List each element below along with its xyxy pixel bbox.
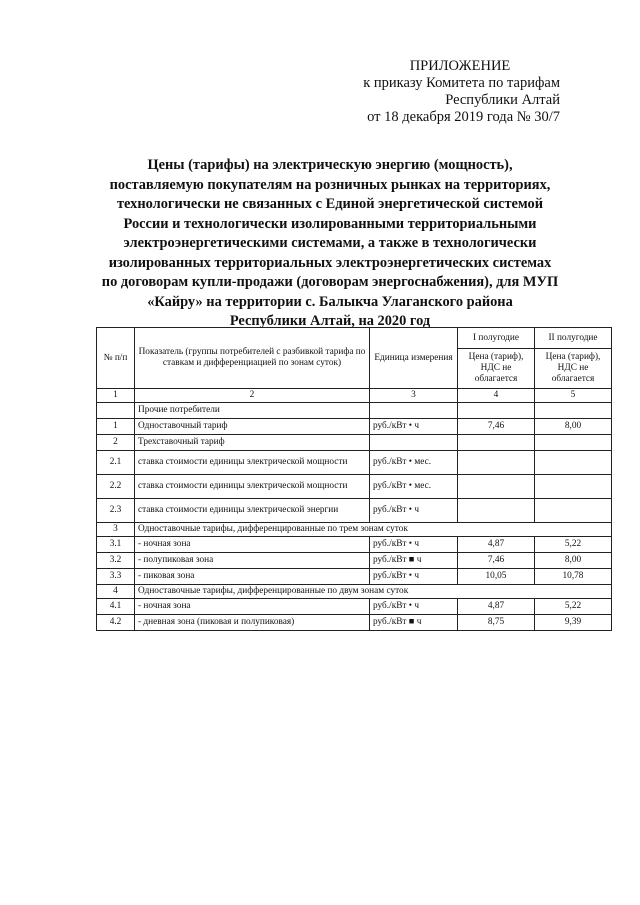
header-unit: Единица измерения: [370, 328, 458, 389]
title-line: изолированных территориальных электроэнергетических системах: [108, 254, 552, 271]
row-indicator-cell: Трехставочный тариф: [135, 435, 370, 451]
title-line: электроэнергетическими системами, а также в технологически: [123, 235, 537, 251]
row-price-h2-cell: 8,00: [535, 553, 612, 569]
appendix-line: к приказу Комитета по тарифам: [363, 75, 560, 91]
row-price-h1-cell: 7,46: [458, 419, 535, 435]
row-number-cell: 4: [97, 585, 135, 599]
row-unit-cell: руб./кВт ■ ч: [370, 615, 458, 631]
row-price-h1-cell: [458, 451, 535, 475]
title-line: Республики Алтай, на 2020 год: [229, 313, 431, 329]
table-row: [97, 553, 612, 569]
row-price-h2-cell: [535, 435, 612, 451]
header-indicator: Показатель (группы потребителей с разбивкой тарифа по ставкам и дифференциацией по зонам суток): [135, 328, 370, 389]
row-price-h1-cell: [458, 403, 535, 419]
appendix-heading: ПРИЛОЖЕНИЕ: [409, 58, 511, 74]
row-indicator-cell: ставка стоимости единицы электрической энергии: [135, 499, 370, 523]
row-indicator-cell: - ночная зона: [135, 599, 370, 615]
row-number-cell: 3.3: [97, 569, 135, 585]
tariff-table: [96, 327, 612, 631]
row-number-cell: 2: [97, 435, 135, 451]
row-indicator-cell: - ночная зона: [135, 537, 370, 553]
row-price-h2-cell: 5,22: [535, 599, 612, 615]
row-price-h2-cell: [535, 451, 612, 475]
row-number-cell: 4.2: [97, 615, 135, 631]
row-unit-cell: руб./кВт • ч: [370, 569, 458, 585]
row-price-h2-cell: [535, 403, 612, 419]
header-half1: I полугодие: [458, 328, 535, 349]
appendix-line: Республики Алтай: [445, 92, 560, 108]
appendix-line: от 18 декабря 2019 года № 30/7: [367, 109, 560, 125]
table-row: [97, 599, 612, 615]
row-indicator-cell: Одноставочный тариф: [135, 419, 370, 435]
row-number-cell: 3: [97, 523, 135, 537]
colnum-cell: 2: [135, 389, 370, 403]
row-price-h1-cell: 4,87: [458, 599, 535, 615]
row-number-cell: 1: [97, 419, 135, 435]
row-indicator-cell: - полупиковая зона: [135, 553, 370, 569]
row-number-cell: 2.1: [97, 451, 135, 475]
row-price-h1-cell: 10,05: [458, 569, 535, 585]
table-row: [97, 569, 612, 585]
header-half2: II полугодие: [535, 328, 612, 349]
table-row: [97, 585, 612, 599]
header-price2: Цена (тариф), НДС не облагается: [535, 349, 612, 389]
row-unit-cell: [370, 403, 458, 419]
table-row: [97, 435, 612, 451]
row-price-h2-cell: 9,39: [535, 615, 612, 631]
row-unit-cell: руб./кВт • ч: [370, 599, 458, 615]
row-price-h1-cell: 8,75: [458, 615, 535, 631]
row-price-h1-cell: [458, 475, 535, 499]
header-price1: Цена (тариф), НДС не облагается: [458, 349, 535, 389]
table-row: [97, 403, 612, 419]
row-indicator-cell: - дневная зона (пиковая и полупиковая): [135, 615, 370, 631]
row-unit-cell: руб./кВт • ч: [370, 537, 458, 553]
row-unit-cell: руб./кВт • мес.: [370, 451, 458, 475]
title-line: технологически не связанных с Единой энергетической системой: [116, 196, 544, 212]
row-price-h2-cell: 8,00: [535, 419, 612, 435]
table-row: [97, 499, 612, 523]
row-unit-cell: руб./кВт • ч: [370, 499, 458, 523]
table-row: [97, 523, 612, 537]
table-row: [97, 419, 612, 435]
row-number-cell: 3.1: [97, 537, 135, 553]
title-line: Цены (тарифы) на электрическую энергию (мощность),: [147, 157, 513, 173]
table-row: [97, 475, 612, 499]
table-header-row: [97, 328, 612, 349]
row-number-cell: 3.2: [97, 553, 135, 569]
colnum-cell: 1: [97, 389, 135, 403]
row-unit-cell: руб./кВт • ч: [370, 419, 458, 435]
title-line: России и технологически изолированными территориальными: [123, 215, 537, 232]
row-price-h1-cell: [458, 499, 535, 523]
colnum-cell: 3: [370, 389, 458, 403]
row-price-h1-cell: 7,46: [458, 553, 535, 569]
row-unit-cell: [370, 435, 458, 451]
row-indicator-cell: ставка стоимости единицы электрической мощности: [135, 475, 370, 499]
table-colnum-row: [97, 389, 612, 403]
row-indicator-cell: Прочие потребители: [135, 403, 370, 419]
document-title: [70, 156, 590, 332]
row-price-h2-cell: [535, 499, 612, 523]
row-price-h2-cell: 5,22: [535, 537, 612, 553]
row-indicator-cell: Одноставочные тарифы, дифференцированные по двум зонам суток: [135, 585, 612, 599]
title-line: поставляемую покупателям на розничных рынках на территориях,: [109, 176, 551, 193]
table-row: [97, 451, 612, 475]
colnum-cell: 4: [458, 389, 535, 403]
row-price-h1-cell: [458, 435, 535, 451]
row-indicator-cell: ставка стоимости единицы электрической мощности: [135, 451, 370, 475]
title-line: по договорам купли-продажи (договорам энергоснабжения), для МУП: [101, 274, 559, 290]
row-number-cell: 2.3: [97, 499, 135, 523]
row-number-cell: 4.1: [97, 599, 135, 615]
row-price-h2-cell: [535, 475, 612, 499]
colnum-cell: 5: [535, 389, 612, 403]
row-indicator-cell: - пиковая зона: [135, 569, 370, 585]
row-unit-cell: руб./кВт ■ ч: [370, 553, 458, 569]
row-number-cell: [97, 403, 135, 419]
appendix-block: [300, 58, 560, 126]
table-row: [97, 537, 612, 553]
row-number-cell: 2.2: [97, 475, 135, 499]
title-line: «Кайру» на территории с. Балыкча Улаганского района: [147, 293, 513, 310]
row-unit-cell: руб./кВт • мес.: [370, 475, 458, 499]
table-row: [97, 615, 612, 631]
row-price-h1-cell: 4,87: [458, 537, 535, 553]
header-num: № п/п: [97, 328, 135, 389]
row-price-h2-cell: 10,78: [535, 569, 612, 585]
row-indicator-cell: Одноставочные тарифы, дифференцированные по трем зонам суток: [135, 523, 612, 537]
